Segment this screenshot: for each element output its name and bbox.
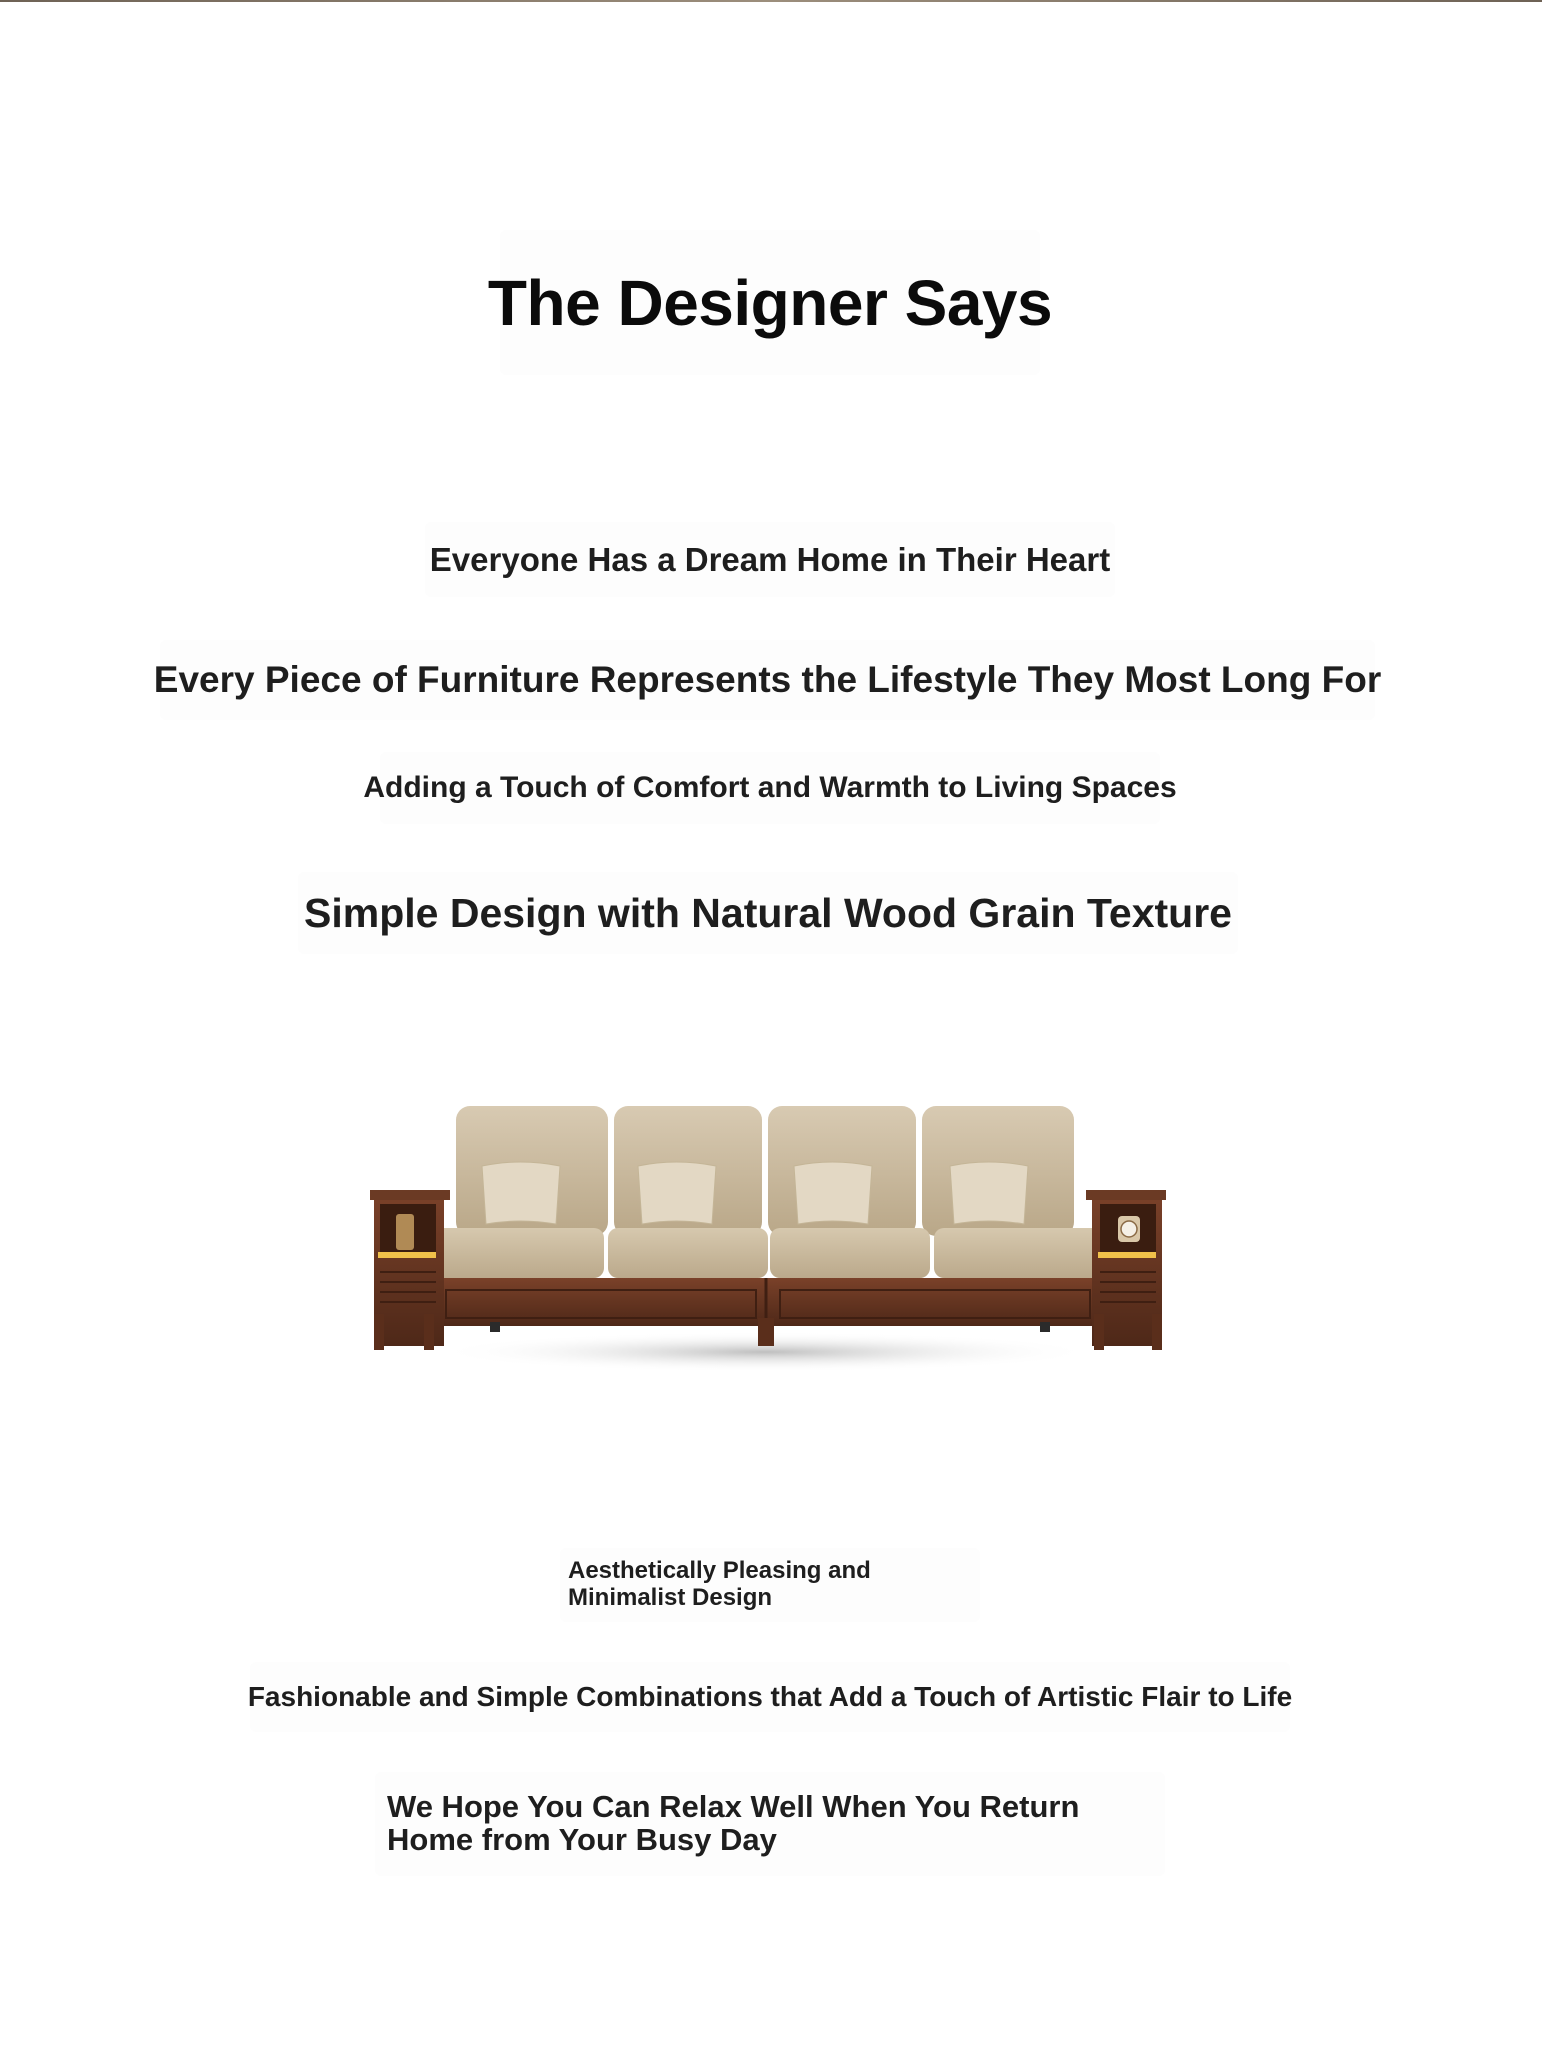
feature-fashionable-combinations: Fashionable and Simple Combinations that Add a Touch of Artistic Flair to Life [250,1662,1290,1732]
tagline-wood-grain: Simple Design with Natural Wood Grain Texture [298,872,1238,954]
top-border-rule [0,0,1542,2]
sofa-illustration [370,1100,1170,1380]
page-title: The Designer Says [500,230,1040,375]
feature-relax-at-home: We Hope You Can Relax Well When You Return Home from Your Busy Day [375,1772,1165,1876]
tagline-comfort-warmth: Adding a Touch of Comfort and Warmth to Living Spaces [380,752,1160,824]
tagline-furniture-lifestyle: Every Piece of Furniture Represents the Lifestyle They Most Long For [160,640,1375,720]
feature-aesthetic-minimalist: Aesthetically Pleasing and Minimalist Design [560,1548,980,1622]
sofa-product-image [370,1100,1170,1380]
tagline-dream-home: Everyone Has a Dream Home in Their Heart [425,522,1115,597]
